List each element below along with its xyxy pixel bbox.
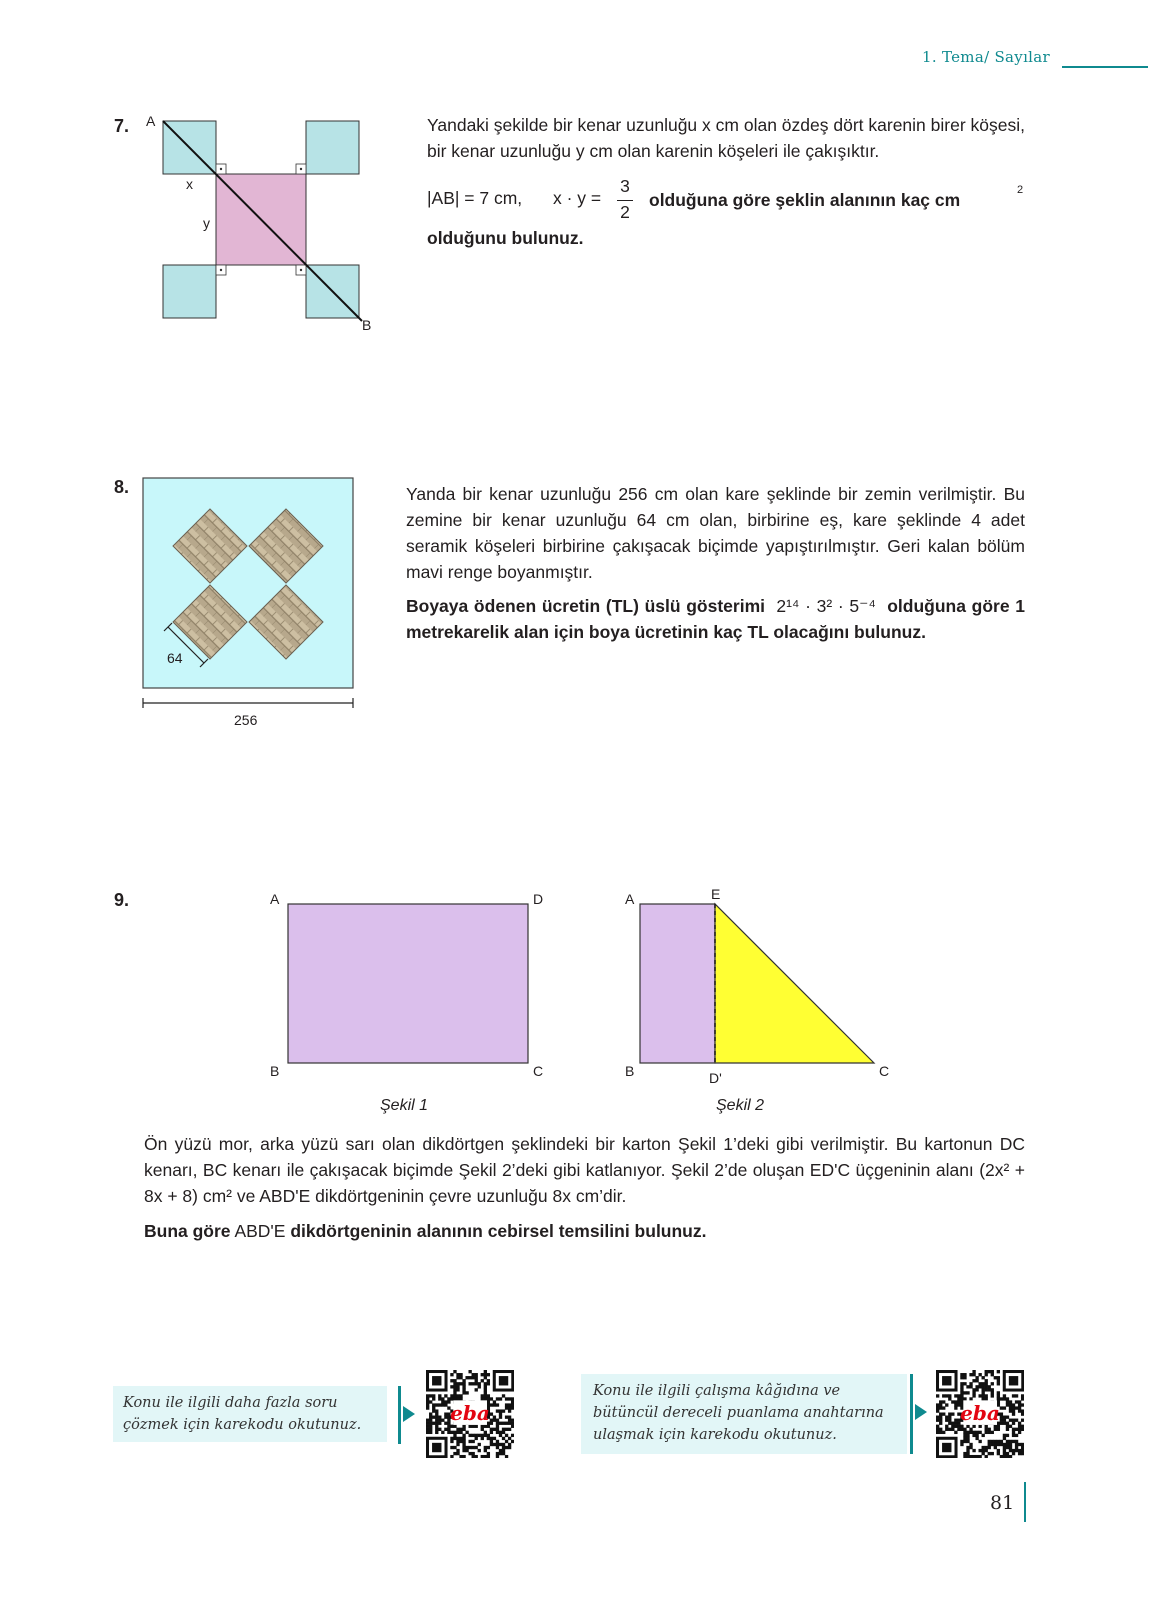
qr-box-1 (113, 1386, 387, 1442)
qr-box-2 (581, 1374, 907, 1454)
q9-fig2-caption: Şekil 2 (716, 1097, 765, 1114)
q8-bold-2: olduğuna göre 1 metrekarelik alan için boya ücretinin kaç TL olacağını bulunuz. (406, 596, 1025, 642)
q7-small-square-tr (306, 121, 359, 174)
q9-bold-block (144, 1218, 1025, 1244)
question-8-number: 8. (114, 477, 130, 497)
qr-arrow-2-icon (915, 1404, 927, 1420)
q9-figures (260, 880, 910, 1125)
q7-equation-line (427, 176, 1027, 232)
q9-fig2-label-d: D' (709, 1070, 722, 1086)
q9-fig1-label-a: A (270, 891, 280, 907)
q9-text: Ön yüzü mor, arka yüzü sarı olan dikdörtgen şeklindeki bir karton Şekil 1’deki gibi verilmiştir. Bu kartonun DC kenarı, BC kenarı ile çakışacak biçimde Şekil 2’deki gibi katlanıyor. Şekil 2’de oluşan ED'C üçgeninin alanı (2x² + 8x + 8) cm² ve ABD'E dikdörtgeninin çevre uzunluğu 8x cm’dir. (144, 1134, 1025, 1206)
header-title: 1. Tema/ Sayılar (922, 48, 1050, 66)
q9-fig2-label-a: A (625, 891, 635, 907)
q7-bold-sup: 2 (1017, 184, 1024, 196)
q7-frac-den: 2 (620, 202, 630, 222)
q7-eq-ab: |AB| = 7 cm, (427, 188, 523, 208)
q8-label-64: 64 (167, 650, 183, 666)
q7-frac-num: 3 (620, 176, 630, 196)
header-rule (1062, 66, 1148, 68)
q7-label-b: B (362, 317, 372, 333)
q8-bold-block (406, 593, 1025, 645)
page-number-rule (1024, 1482, 1026, 1522)
q9-plain: ABD'E (234, 1221, 286, 1241)
q9-fig2-label-c: C (879, 1063, 890, 1079)
q9-fig1-rectangle (288, 904, 528, 1063)
eba-logo-1: eba (450, 1401, 490, 1425)
q7-bold-question-end: olduğunu bulunuz. (427, 228, 584, 248)
qr-arrow-1-icon (403, 1406, 415, 1422)
q9-bold-1: Buna göre (144, 1221, 231, 1241)
q7-text: Yandaki şekilde bir kenar uzunluğu x cm olan özdeş dört karenin birer köşesi, bir kenar uzunluğu y cm olan karenin köşeleri ile çakışıktır. (427, 115, 1025, 161)
q9-fig1-label-c: C (533, 1063, 544, 1079)
q9-fig2-label-e: E (711, 886, 721, 902)
q7-figure (140, 108, 390, 340)
q8-text: Yanda bir kenar uzunluğu 256 cm olan kare şeklinde bir zemin verilmiştir. Bu zemine bir kenar uzunluğu 64 cm olan, birbirine eş, kare şeklinde 4 adet seramik köşeleri birbirine çakışacak biçimde yapıştırılmıştır. Geri kalan bölüm mavi renge boyanmıştır. (406, 484, 1025, 582)
q9-fig2-triangle (715, 904, 874, 1063)
qr-box-2-text: Konu ile ilgili çalışma kâğıdına ve bütüncül dereceli puanlama anahtarına ulaşmak için karekodu okutunuz. (593, 1383, 884, 1443)
q9-fig1-label-d: D (533, 891, 544, 907)
q7-label-a: A (146, 113, 156, 129)
q7-label-x: x (186, 176, 193, 192)
q7-eq-xy: x · y = (553, 188, 602, 208)
q9-fig1-caption: Şekil 1 (380, 1097, 429, 1114)
page-number: 81 (990, 1492, 1015, 1514)
q8-bold-1: Boyaya ödenen ücretin (TL) üslü gösterimi (406, 596, 765, 616)
q9-bold-2: dikdörtgeninin alanının cebirsel temsilini bulunuz. (290, 1221, 707, 1241)
q8-expression: 2¹⁴ · 3² · 5⁻⁴ (776, 596, 876, 616)
q8-figure (136, 472, 366, 742)
q7-bold-question: olduğuna göre şeklin alanının kaç cm (649, 190, 961, 210)
qr-box-1-bar (398, 1386, 401, 1444)
q9-fig2-label-b: B (625, 1063, 635, 1079)
q7-label-y: y (203, 215, 210, 231)
q7-frac-line (617, 200, 633, 201)
qr-box-1-text: Konu ile ilgili daha fazla soru çözmek için karekodu okutunuz. (123, 1395, 362, 1433)
q8-label-256: 256 (234, 712, 258, 728)
q9-fig1-label-b: B (270, 1063, 280, 1079)
question-7-number: 7. (114, 116, 130, 136)
eba-logo-2: eba (960, 1401, 1000, 1425)
q7-small-square-bl (163, 265, 216, 318)
question-9-number: 9. (114, 890, 130, 910)
q9-fig2-rectangle (640, 904, 715, 1063)
qr-box-2-bar (910, 1374, 913, 1454)
